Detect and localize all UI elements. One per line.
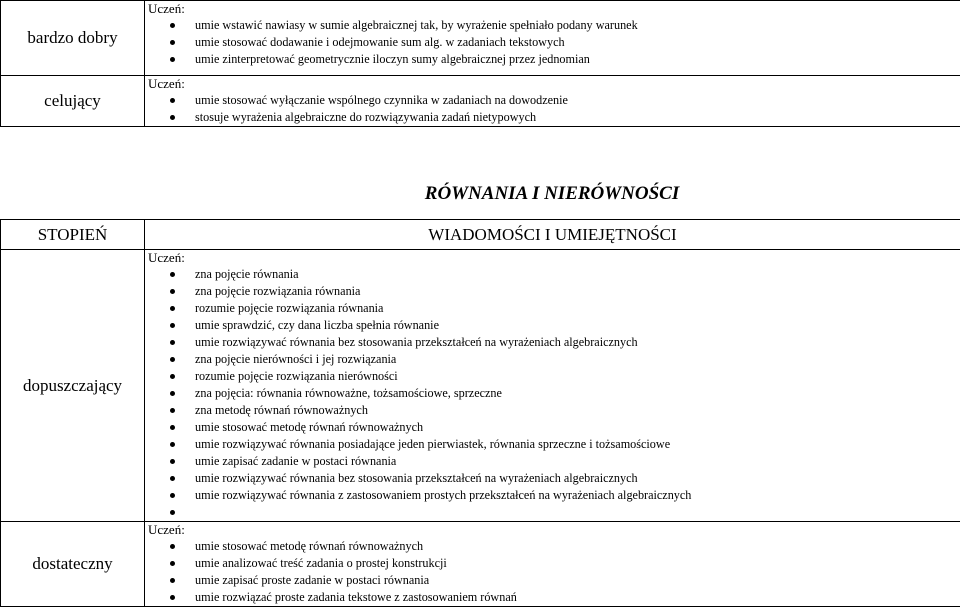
list-item: rozumie pojęcie rozwiązania nierówności [145,368,960,385]
grade-cell: dostateczny [1,522,145,607]
list-item: umie analizować treść zadania o prostej konstrukcji [145,555,960,572]
content-cell [145,1,960,76]
list-item: umie sprawdzić, czy dana liczba spełnia równanie [145,317,960,334]
skill-list [145,17,960,68]
equations-criteria-table [0,219,960,607]
list-item: umie zinterpretować geometrycznie iloczyn sumy algebraicznej przez jednomian [145,51,960,68]
list-item: umie rozwiązać proste zadania tekstowe z zastosowaniem równań [145,589,960,606]
column-header-content: WIADOMOŚCI I UMIEJĘTNOŚCI [145,220,960,250]
top-criteria-table [0,0,960,127]
list-item: stosuje wyrażenia algebraiczne do rozwiązywania zadań nietypowych [145,109,960,126]
list-item: umie wstawić nawiasy w sumie algebraicznej tak, by wyrażenie spełniało podany warunek [145,17,960,34]
list-item: zna pojęcie rozwiązania równania [145,283,960,300]
list-item: umie stosować metodę równań równoważnych [145,419,960,436]
grade-cell: bardzo dobry [1,1,145,76]
list-item: zna metodę równań równoważnych [145,402,960,419]
skill-list [145,538,960,606]
grade-cell: celujący [1,76,145,127]
student-label: Uczeń: [145,1,960,17]
content-cell [145,250,960,522]
list-item: umie stosować wyłączanie wspólnego czynnika w zadaniach na dowodzenie [145,92,960,109]
list-item: zna pojęcie równania [145,266,960,283]
table-row [1,76,960,127]
list-item: umie zapisać zadanie w postaci równania [145,453,960,470]
student-label: Uczeń: [145,76,960,92]
list-item: zna pojęcie nierówności i jej rozwiązania [145,351,960,368]
column-header-grade: STOPIEŃ [1,220,145,250]
grade-cell: dopuszczający [1,250,145,522]
list-item: umie zapisać proste zadanie w postaci równania [145,572,960,589]
skill-list [145,266,960,521]
list-item: umie rozwiązywać równania bez stosowania przekształceń na wyrażeniach algebraicznych [145,470,960,487]
list-item: umie rozwiązywać równania z zastosowaniem prostych przekształceń na wyrażeniach algebraicznych [145,487,960,504]
content-cell [145,522,960,607]
student-label: Uczeń: [145,522,960,538]
table-row [1,522,960,607]
list-item: zna pojęcia: równania równoważne, tożsamościowe, sprzeczne [145,385,960,402]
section-title: RÓWNANIA I NIERÓWNOŚCI [144,183,960,205]
list-item: umie stosować metodę równań równoważnych [145,538,960,555]
table-header-row [1,220,960,250]
student-label: Uczeń: [145,250,960,266]
content-cell [145,76,960,127]
list-item: umie rozwiązywać równania posiadające jeden pierwiastek, równania sprzeczne i tożsamościowe [145,436,960,453]
list-item: umie stosować dodawanie i odejmowanie sum alg. w zadaniach tekstowych [145,34,960,51]
list-item: umie rozwiązywać równania bez stosowania przekształceń na wyrażeniach algebraicznych [145,334,960,351]
list-item: rozumie pojęcie rozwiązania równania [145,300,960,317]
table-row [1,250,960,522]
skill-list [145,92,960,126]
list-item [145,504,960,521]
table-row [1,1,960,76]
